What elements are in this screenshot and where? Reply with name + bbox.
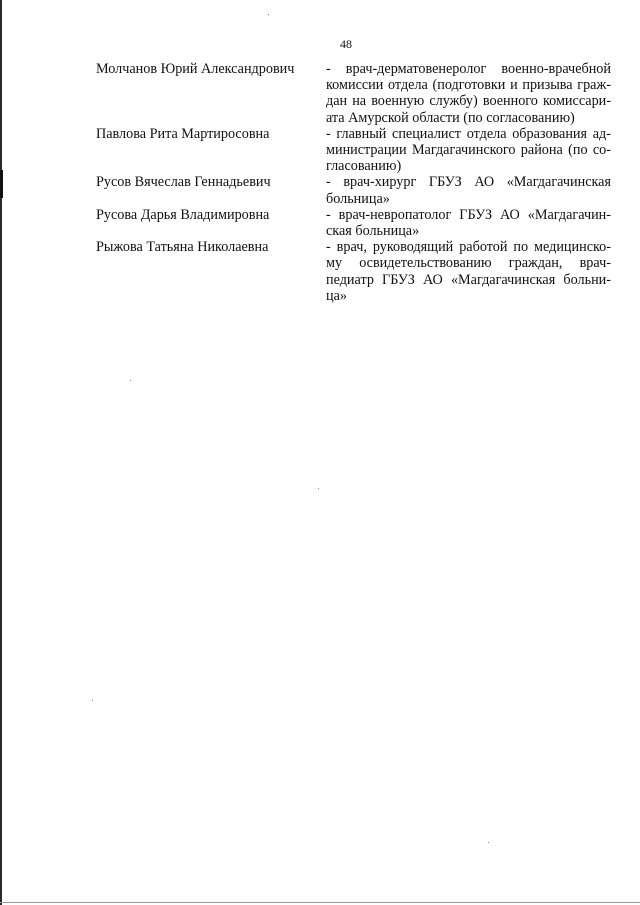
page-number: 48 [340, 37, 352, 51]
scan-edge [0, 0, 2, 905]
scan-speck [488, 842, 489, 843]
member-name: Русова Дарья Владимировна [96, 206, 270, 223]
member-entry [96, 126, 611, 175]
commission-member-list [96, 61, 611, 304]
scan-mark [0, 170, 3, 198]
member-entry [96, 207, 611, 239]
member-role: - врач-дерматовенеролог военно-врачебной комиссии отдела (подготовки и призыва граж-дан на военную службу) военного комиссари-ата Амурской области (по согласованию) [326, 61, 611, 126]
member-role: - главный специалист отдела образования ад-министрации Магдагачинского района (по со-гласованию) [326, 125, 611, 175]
scan-speck [268, 14, 269, 15]
member-role: - врач, руководящий работой по медицинско-му освидетельствованию граждан, врач-педиатр ГБУЗ АО «Магдагачинская больни-ца» [326, 239, 611, 304]
member-entry [96, 174, 611, 206]
scan-speck [318, 488, 319, 489]
member-name: Русов Вячеслав Геннадьевич [96, 174, 271, 191]
scan-bottom-edge [0, 902, 640, 903]
member-name: Молчанов Юрий Александрович [96, 61, 295, 77]
member-entry [96, 61, 611, 126]
scan-speck [130, 380, 131, 381]
member-role: - врач-хирург ГБУЗ АО «Магдагачинская больница» [326, 174, 611, 207]
member-entry [96, 239, 611, 304]
member-name: Рыжова Татьяна Николаевна [96, 239, 269, 256]
member-name: Павлова Рита Мартиросовна [96, 125, 270, 142]
scan-speck [92, 700, 93, 701]
member-role: - врач-невропатолог ГБУЗ АО «Магдагачин-ская больница» [326, 206, 611, 240]
